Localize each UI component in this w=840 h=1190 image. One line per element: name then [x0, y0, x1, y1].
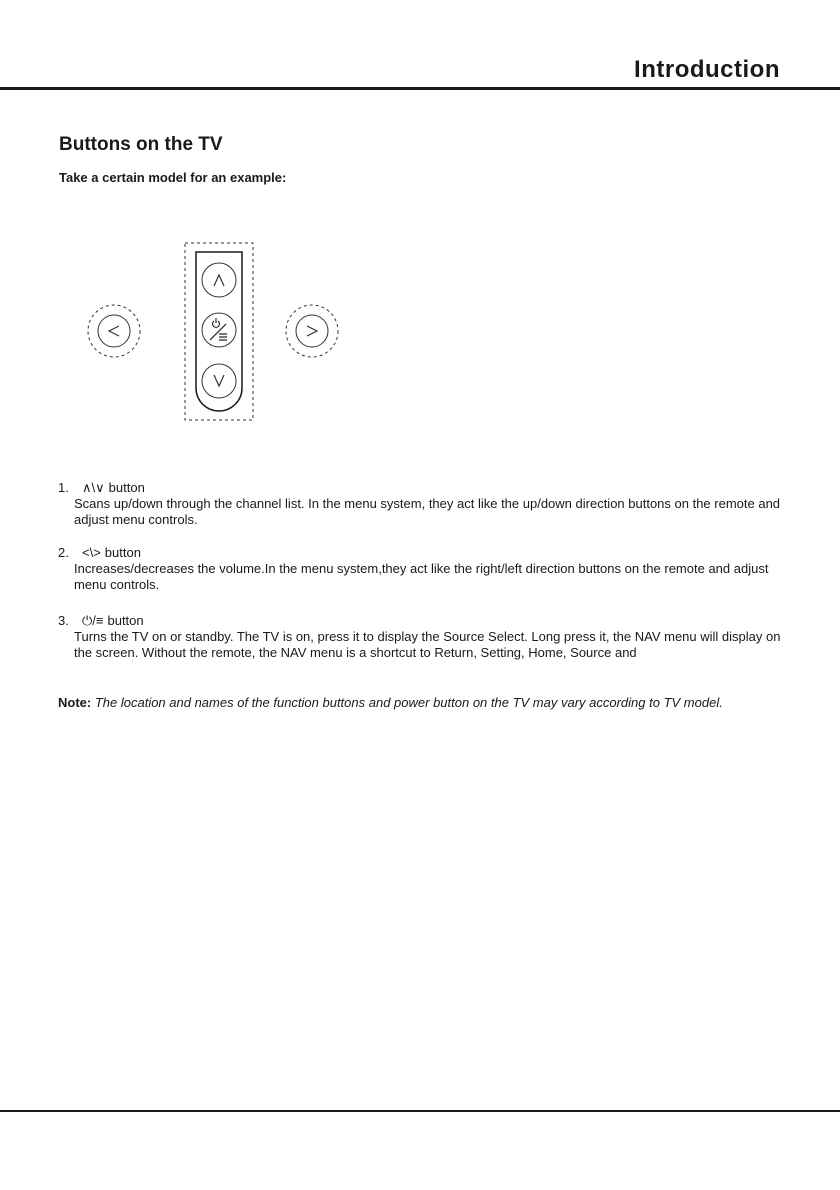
item-number: 2.: [58, 545, 69, 560]
item-description: Increases/decreases the volume.In the menu system,they act like the right/left direction buttons on the remote and adjust menu controls.: [74, 561, 769, 592]
page-header-title: Introduction: [634, 56, 780, 83]
item-number: 1.: [58, 480, 69, 495]
up-down-icon: ∧\∨: [82, 480, 105, 495]
chevron-down-icon: [214, 375, 224, 386]
item-number: 3.: [58, 613, 69, 628]
menu-icon: [219, 334, 227, 340]
tv-buttons-diagram: [80, 240, 350, 424]
chevron-right-icon: [307, 326, 317, 336]
section-subtitle: Take a certain model for an example:: [59, 170, 287, 185]
footer-divider: [0, 1110, 840, 1112]
left-right-icon: <\>: [82, 545, 101, 560]
power-menu-icon: ⏻/≡: [82, 613, 104, 628]
vertical-button-panel: [185, 243, 253, 420]
left-arrow-button: [88, 305, 140, 357]
note-label: Note: [58, 695, 87, 710]
header-divider: [0, 87, 840, 90]
chevron-left-icon: [109, 326, 119, 336]
item-description: Scans up/down through the channel list. In the menu system, they act like the up/down direction buttons on the remote and adjust menu controls.: [74, 496, 781, 527]
item-label: button: [104, 545, 141, 560]
item-label: button: [108, 480, 145, 495]
list-item-left-right: [58, 545, 788, 593]
right-arrow-button: [286, 305, 338, 357]
power-menu-button: [202, 313, 236, 347]
list-item-power-menu: [58, 613, 788, 661]
note: Note: The location and names of the function buttons and power button on the TV may vary according to TV model.: [58, 695, 723, 710]
item-label: button: [107, 613, 144, 628]
list-item-up-down: [58, 480, 788, 528]
item-description: Turns the TV on or standby. The TV is on, press it to display the Source Select. Long press it, the NAV menu will display on the screen. Without the remote, the NAV menu is a shortcut to Return, Setting, Home, Source and: [74, 629, 781, 660]
chevron-up-icon: [214, 275, 224, 286]
section-title: Buttons on the TV: [59, 134, 223, 155]
up-arrow-button: [202, 263, 236, 297]
note-text: The location and names of the function buttons and power button on the TV may vary according to TV model.: [94, 695, 723, 710]
down-arrow-button: [202, 364, 236, 398]
